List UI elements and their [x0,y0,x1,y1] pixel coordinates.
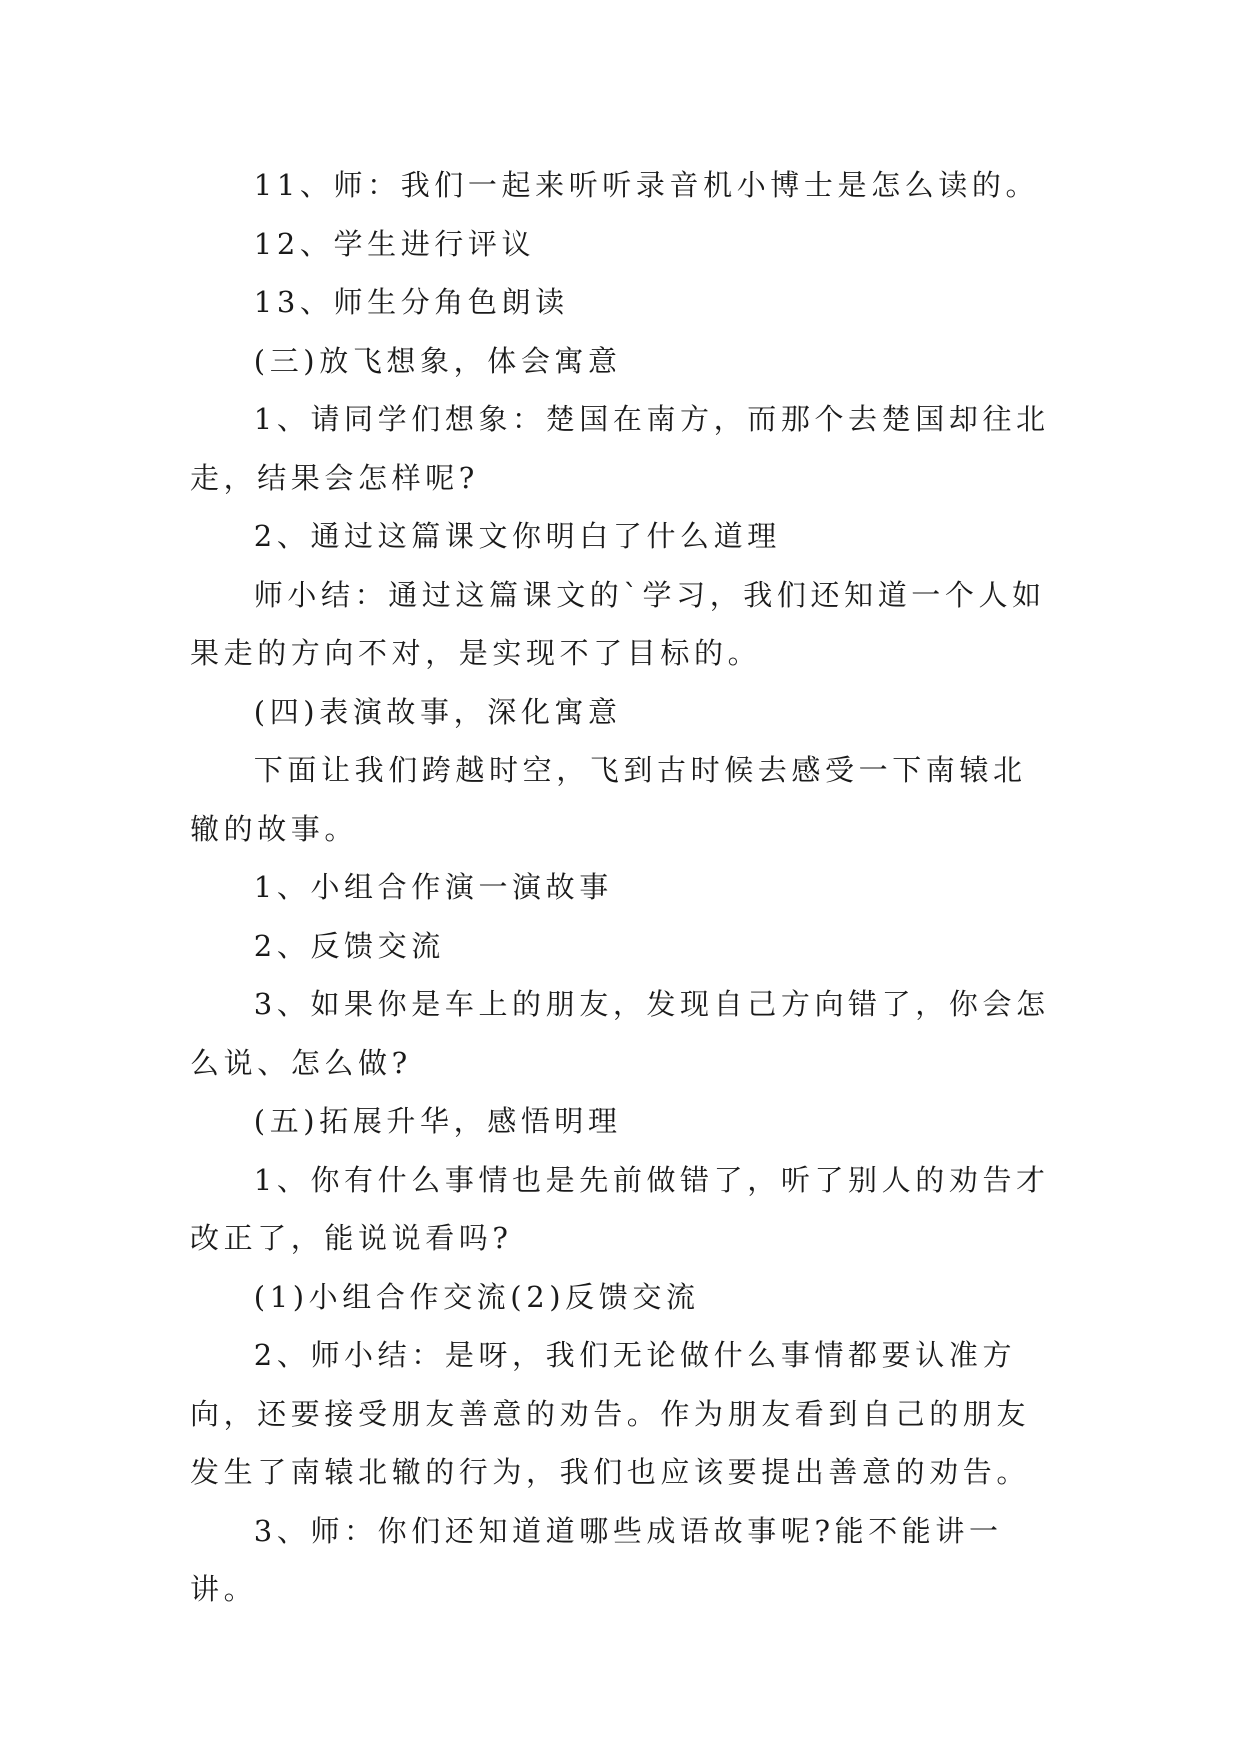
paragraph-group-exchange: (1)小组合作交流(2)反馈交流 [253,1279,700,1314]
paragraph-time-travel: 下面让我们跨越时空，飞到古时候去感受一下南辕北辙的故事。 [190,753,1027,846]
section-heading-3: (三)放飞想象，体会寓意 [253,343,622,378]
paragraph-final-summary: 2、师小结：是呀，我们无论做什么事情都要认准方向，还要接受朋友善意的劝告。作为朋友看到自己的朋友发生了南辕北辙的行为，我们也应该要提出善意的劝告。 [190,1338,1031,1489]
paragraph-step-13: 13、师生分角色朗读 [253,285,569,319]
paragraph-if-you-were: 3、如果你是车上的朋友，发现自己方向错了，你会怎么说、怎么做? [190,987,1050,1080]
paragraph-lesson-question: 2、通过这篇课文你明白了什么道理 [253,519,781,553]
paragraph-teacher-summary: 师小结：通过这篇课文的`学习，我们还知道一个人如果走的方向不对，是实现不了目标的。 [190,577,1046,670]
paragraph-share-experience: 1、你有什么事情也是先前做错了，听了别人的劝告才改正了，能说说看吗? [190,1162,1050,1255]
paragraph-step-11: 11、师：我们一起来听听录音机小博士是怎么读的。 [253,168,1040,202]
document-body [190,156,1054,1619]
section-heading-5: (五)拓展升华，感悟明理 [253,1104,622,1138]
paragraph-feedback: 2、反馈交流 [253,928,445,963]
paragraph-step-12: 12、学生进行评议 [253,226,536,261]
paragraph-group-act: 1、小组合作演一演故事 [253,870,613,904]
section-heading-4: (四)表演故事，深化寓意 [253,694,622,729]
paragraph-imagine: 1、请同学们想象：楚国在南方，而那个去楚国却往北走，结果会怎样呢? [190,402,1050,495]
paragraph-idiom-stories: 3、师：你们还知道道哪些成语故事呢?能不能讲一讲。 [190,1513,1003,1606]
